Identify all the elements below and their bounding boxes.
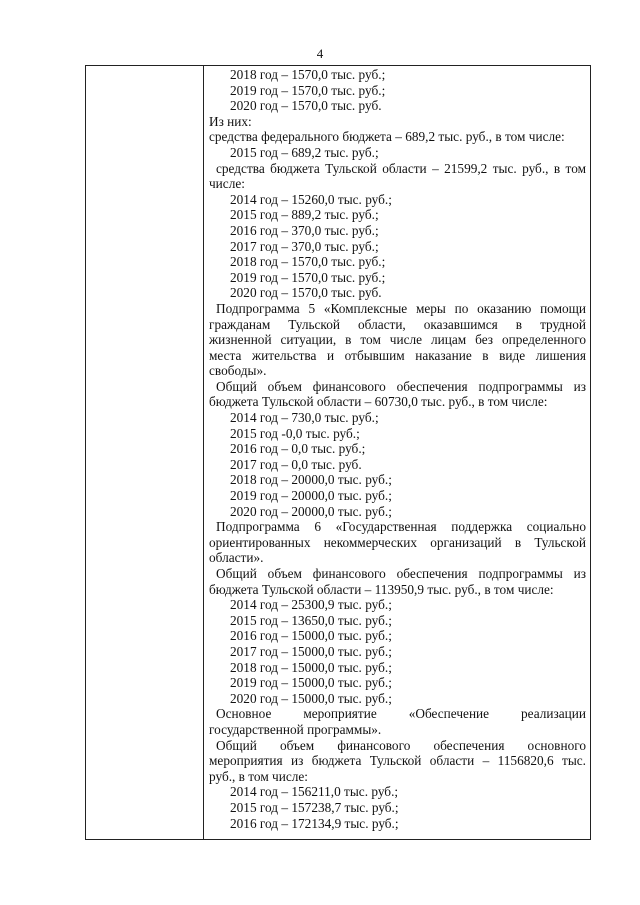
text-line: 2015 год – 13650,0 тыс. руб.; <box>230 612 392 628</box>
text-line: бюджета Тульской области – 113950,9 тыс. руб., в том числе: <box>209 581 554 597</box>
text-line: 2015 год -0,0 тыс. руб.; <box>230 425 360 441</box>
text-line: 2018 год – 15000,0 тыс. руб.; <box>230 659 392 675</box>
text-line: 2016 год – 0,0 тыс. руб.; <box>230 441 366 457</box>
text-line: 2017 год – 15000,0 тыс. руб.; <box>230 643 392 659</box>
text-line: 2020 год – 15000,0 тыс. руб.; <box>230 690 392 706</box>
text-line: гражданам Тульской области, оказавшимся в трудной <box>209 316 586 332</box>
text-line: 2015 год – 157238,7 тыс. руб.; <box>230 799 399 815</box>
text-line: числе: <box>209 176 245 192</box>
text-line: средства федерального бюджета – 689,2 тыс. руб., в том числе: <box>209 129 565 145</box>
text-line: 2019 год – 1570,0 тыс. руб.; <box>230 82 386 98</box>
text-line: Подпрограмма 5 «Комплексные меры по оказанию помощи <box>216 300 586 316</box>
text-line: 2019 год – 15000,0 тыс. руб.; <box>230 675 392 691</box>
text-line: мероприятия из бюджета Тульской области – 1156820,6 тыс. <box>209 753 586 769</box>
column-divider <box>203 66 204 839</box>
text-line: Общий объем финансового обеспечения основного <box>216 737 586 753</box>
text-line: 2020 год – 20000,0 тыс. руб.; <box>230 503 392 519</box>
text-line: руб., в том числе: <box>209 768 308 784</box>
text-line: 2014 год – 15260,0 тыс. руб.; <box>230 191 392 207</box>
text-line: ориентированных некоммерческих организаций в Тульской <box>209 534 586 550</box>
text-line: 2016 год – 172134,9 тыс. руб.; <box>230 815 399 831</box>
text-line: Основное мероприятие «Обеспечение реализации <box>216 706 586 722</box>
text-line: 2020 год – 1570,0 тыс. руб. <box>230 98 382 114</box>
text-line: 2014 год – 25300,9 тыс. руб.; <box>230 597 392 613</box>
text-line: свободы». <box>209 363 267 379</box>
text-line: государственной программы». <box>209 721 382 737</box>
text-line: Из них: <box>209 113 252 129</box>
page-number: 4 <box>316 46 324 61</box>
text-line: Общий объем финансового обеспечения подпрограммы из <box>216 566 586 581</box>
text-line: 2018 год – 1570,0 тыс. руб.; <box>230 67 386 82</box>
text-line: 2015 год – 889,2 тыс. руб.; <box>230 207 379 223</box>
text-line: 2014 год – 730,0 тыс. руб.; <box>230 410 379 426</box>
text-line: средства бюджета Тульской области – 21599,2 тыс. руб., в том <box>216 160 586 176</box>
text-line: 2019 год – 20000,0 тыс. руб.; <box>230 488 392 504</box>
text-line: 2016 год – 370,0 тыс. руб.; <box>230 222 379 238</box>
text-line: места жительства и отбывшим наказание в виде лишения <box>209 347 586 363</box>
text-line: Подпрограмма 6 «Государственная поддержка социально <box>216 519 586 535</box>
text-line: 2017 год – 370,0 тыс. руб.; <box>230 238 379 254</box>
text-line: жизненной ситуации, в том числе лицам без определенного <box>209 332 586 348</box>
document-table <box>85 65 591 840</box>
text-line: 2019 год – 1570,0 тыс. руб.; <box>230 269 386 285</box>
text-line: 2017 год – 0,0 тыс. руб. <box>230 456 362 472</box>
text-line: бюджета Тульской области – 60730,0 тыс. руб., в том числе: <box>209 394 548 410</box>
text-line: 2020 год – 1570,0 тыс. руб. <box>230 285 382 301</box>
text-line: 2018 год – 20000,0 тыс. руб.; <box>230 472 392 488</box>
text-line: 2018 год – 1570,0 тыс. руб.; <box>230 254 386 270</box>
table-content-cell <box>209 67 586 831</box>
text-line: 2014 год – 156211,0 тыс. руб.; <box>230 784 399 800</box>
text-line: Общий объем финансового обеспечения подпрограммы из <box>216 378 586 394</box>
text-line: области». <box>209 550 264 566</box>
text-line: 2016 год – 15000,0 тыс. руб.; <box>230 628 392 644</box>
text-line: 2015 год – 689,2 тыс. руб.; <box>230 144 379 160</box>
